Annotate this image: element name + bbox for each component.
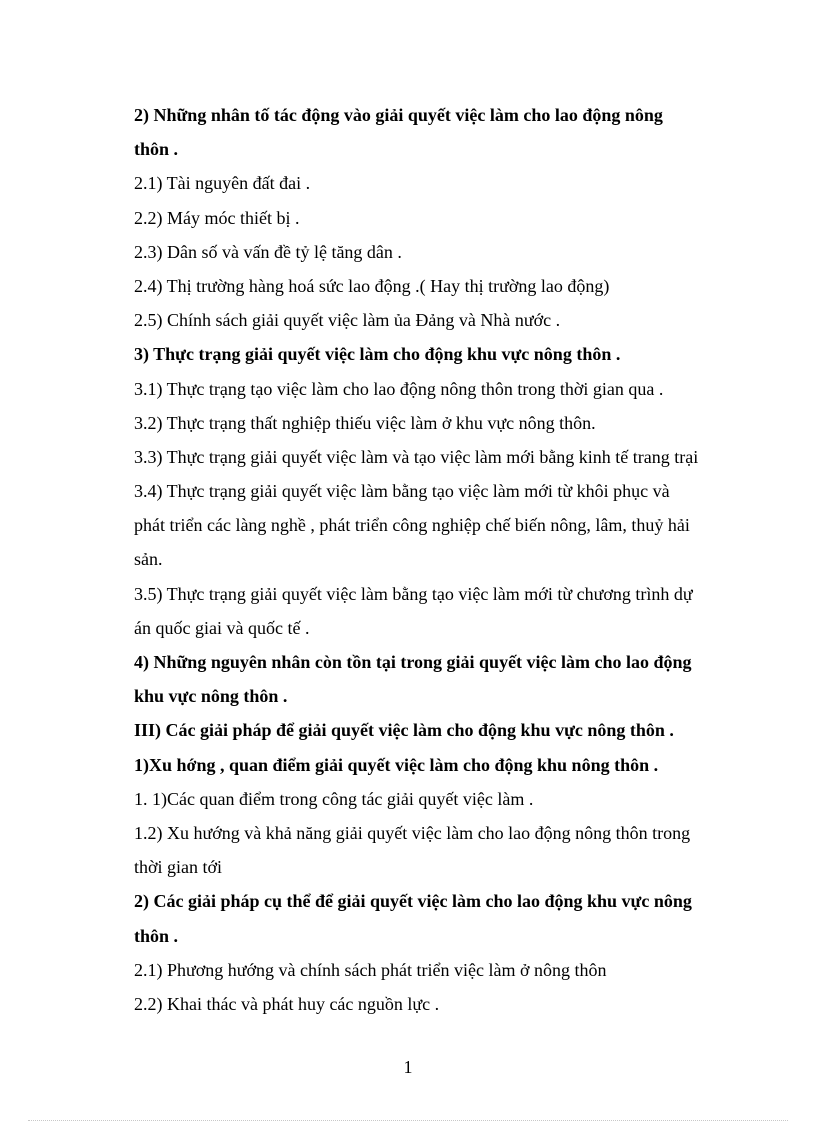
heading-line: thôn . (134, 925, 179, 946)
text-line: 2.3) Dân số và vấn đề tỷ lệ tăng dân . (134, 241, 402, 262)
text-line: 2.1) Phương hướng và chính sách phát triển việc làm ở nông thôn (134, 959, 607, 980)
text-line: 3.1) Thực trạng tạo việc làm cho lao động nông thôn trong thời gian qua . (134, 378, 664, 399)
text-line: 2.5) Chính sách giải quyết việc làm ủa Đảng và Nhà nước . (134, 310, 561, 331)
document-body (134, 98, 734, 1021)
heading-line: thôn . (134, 139, 179, 160)
text-line: 3.5) Thực trạng giải quyết việc làm bằng tạo việc làm mới từ chương trình dự (134, 583, 693, 604)
text-line: 2.1) Tài nguyên đất đai . (134, 173, 311, 194)
heading-line: 3) Thực trạng giải quyết việc làm cho động khu vực nông thôn . (134, 344, 621, 365)
heading-line: 4) Những nguyên nhân còn tồn tại trong giải quyết việc làm cho lao động (134, 652, 692, 672)
footer-divider (28, 1120, 788, 1121)
heading-line: 2) Những nhân tố tác động vào giải quyết việc làm cho lao động nông (134, 105, 663, 125)
text-line: 2.4) Thị trường hàng hoá sức lao động .( Hay thị trường lao động) (134, 275, 610, 296)
text-line: 2.2) Máy móc thiết bị . (134, 207, 300, 228)
text-line: 3.2) Thực trạng thất nghiệp thiếu việc làm ở khu vực nông thôn. (134, 412, 596, 433)
text-line: sản. (134, 549, 163, 570)
heading-line: III) Các giải pháp để giải quyết việc làm cho động khu vực nông thôn . (134, 720, 674, 741)
text-line: 3.4) Thực trạng giải quyết việc làm bằng tạo việc làm mới từ khôi phục và (134, 481, 670, 502)
text-line: 1. 1)Các quan điểm trong công tác giải quyết việc làm . (134, 788, 534, 809)
text-line: 2.2) Khai thác và phát huy các nguồn lực . (134, 993, 440, 1014)
text-line: 1.2) Xu hướng và khả năng giải quyết việc làm cho lao động nông thôn trong (134, 822, 691, 843)
text-line: án quốc giai và quốc tế . (134, 617, 310, 638)
heading-line: 2) Các giải pháp cụ thể để giải quyết việc làm cho lao động khu vực nông (134, 891, 692, 912)
text-line: thời gian tới (134, 857, 223, 878)
page-number: 1 (403, 1057, 413, 1077)
text-line: phát triển các làng nghề , phát triển công nghiệp chế biến nông, lâm, thuỷ hải (134, 515, 690, 536)
heading-line: 1)Xu hớng , quan điểm giải quyết việc làm cho động khu nông thôn . (134, 754, 659, 775)
heading-line: khu vực nông thôn . (134, 686, 288, 707)
text-line: 3.3) Thực trạng giải quyết việc làm và tạo việc làm mới bằng kinh tế trang trại (134, 446, 699, 467)
